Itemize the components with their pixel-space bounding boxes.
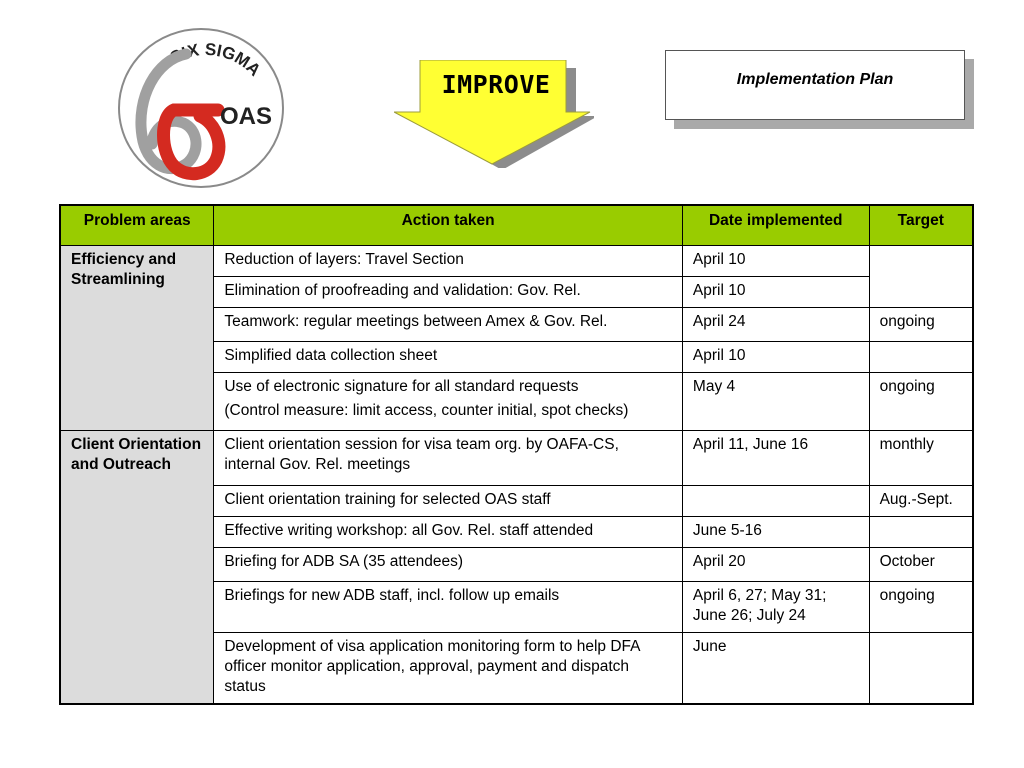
date-cell: April 24 <box>682 307 869 341</box>
title-box <box>665 50 965 120</box>
target-cell: ongoing <box>869 307 973 341</box>
logo-six-sigma-text: SIX SIGMA <box>167 39 265 80</box>
logo-oas-text: OAS <box>220 103 273 130</box>
action-note: (Control measure: limit access, counter initial, spot checks) <box>224 401 629 419</box>
col-header-date-implemented: Date implemented <box>682 205 869 245</box>
action-cell: Development of visa application monitoring form to help DFA officer monitor application, approval, payment and dispatch status <box>214 632 683 704</box>
action-cell: Reduction of layers: Travel Section <box>214 245 683 276</box>
target-cell <box>869 245 973 307</box>
action-cell: Client orientation session for visa team org. by OAFA-CS, internal Gov. Rel. meetings <box>214 430 683 485</box>
date-cell: April 20 <box>682 547 869 581</box>
table-row <box>60 430 973 485</box>
page-title: Implementation Plan <box>736 71 894 88</box>
date-cell <box>682 485 869 516</box>
date-cell: April 10 <box>682 245 869 276</box>
improve-arrow <box>394 60 594 168</box>
action-cell: Briefings for new ADB staff, incl. follow up emails <box>214 581 683 632</box>
date-cell: May 4 <box>682 372 869 430</box>
target-cell: monthly <box>869 430 973 485</box>
table-header-row <box>60 205 973 245</box>
problem-area-cell: Efficiency and Streamlining <box>60 245 214 430</box>
target-cell: October <box>869 547 973 581</box>
action-cell: Teamwork: regular meetings between Amex & Gov. Rel. <box>214 307 683 341</box>
target-cell <box>869 632 973 704</box>
target-cell: Aug.-Sept. <box>869 485 973 516</box>
col-header-target: Target <box>869 205 973 245</box>
six-sigma-oas-logo <box>116 26 286 190</box>
date-cell: April 10 <box>682 276 869 307</box>
action-cell: Client orientation training for selected OAS staff <box>214 485 683 516</box>
target-cell: ongoing <box>869 372 973 430</box>
problem-area-cell: Client Orientation and Outreach <box>60 430 214 704</box>
table-row <box>60 245 973 276</box>
action-cell: Effective writing workshop: all Gov. Rel. staff attended <box>214 516 683 547</box>
implementation-table <box>59 204 974 705</box>
action-cell: Simplified data collection sheet <box>214 341 683 372</box>
date-cell: June <box>682 632 869 704</box>
target-cell <box>869 516 973 547</box>
col-header-action-taken: Action taken <box>214 205 683 245</box>
date-cell: April 6, 27; May 31; June 26; July 24 <box>682 581 869 632</box>
action-cell: Elimination of proofreading and validation: Gov. Rel. <box>214 276 683 307</box>
col-header-problem-areas: Problem areas <box>60 205 214 245</box>
action-cell <box>214 372 683 430</box>
date-cell: April 11, June 16 <box>682 430 869 485</box>
target-cell: ongoing <box>869 581 973 632</box>
date-cell: April 10 <box>682 341 869 372</box>
action-cell: Briefing for ADB SA (35 attendees) <box>214 547 683 581</box>
phase-label: IMPROVE <box>441 70 551 99</box>
target-cell <box>869 341 973 372</box>
action-text: Use of electronic signature for all standard requests <box>224 377 579 395</box>
date-cell: June 5-16 <box>682 516 869 547</box>
